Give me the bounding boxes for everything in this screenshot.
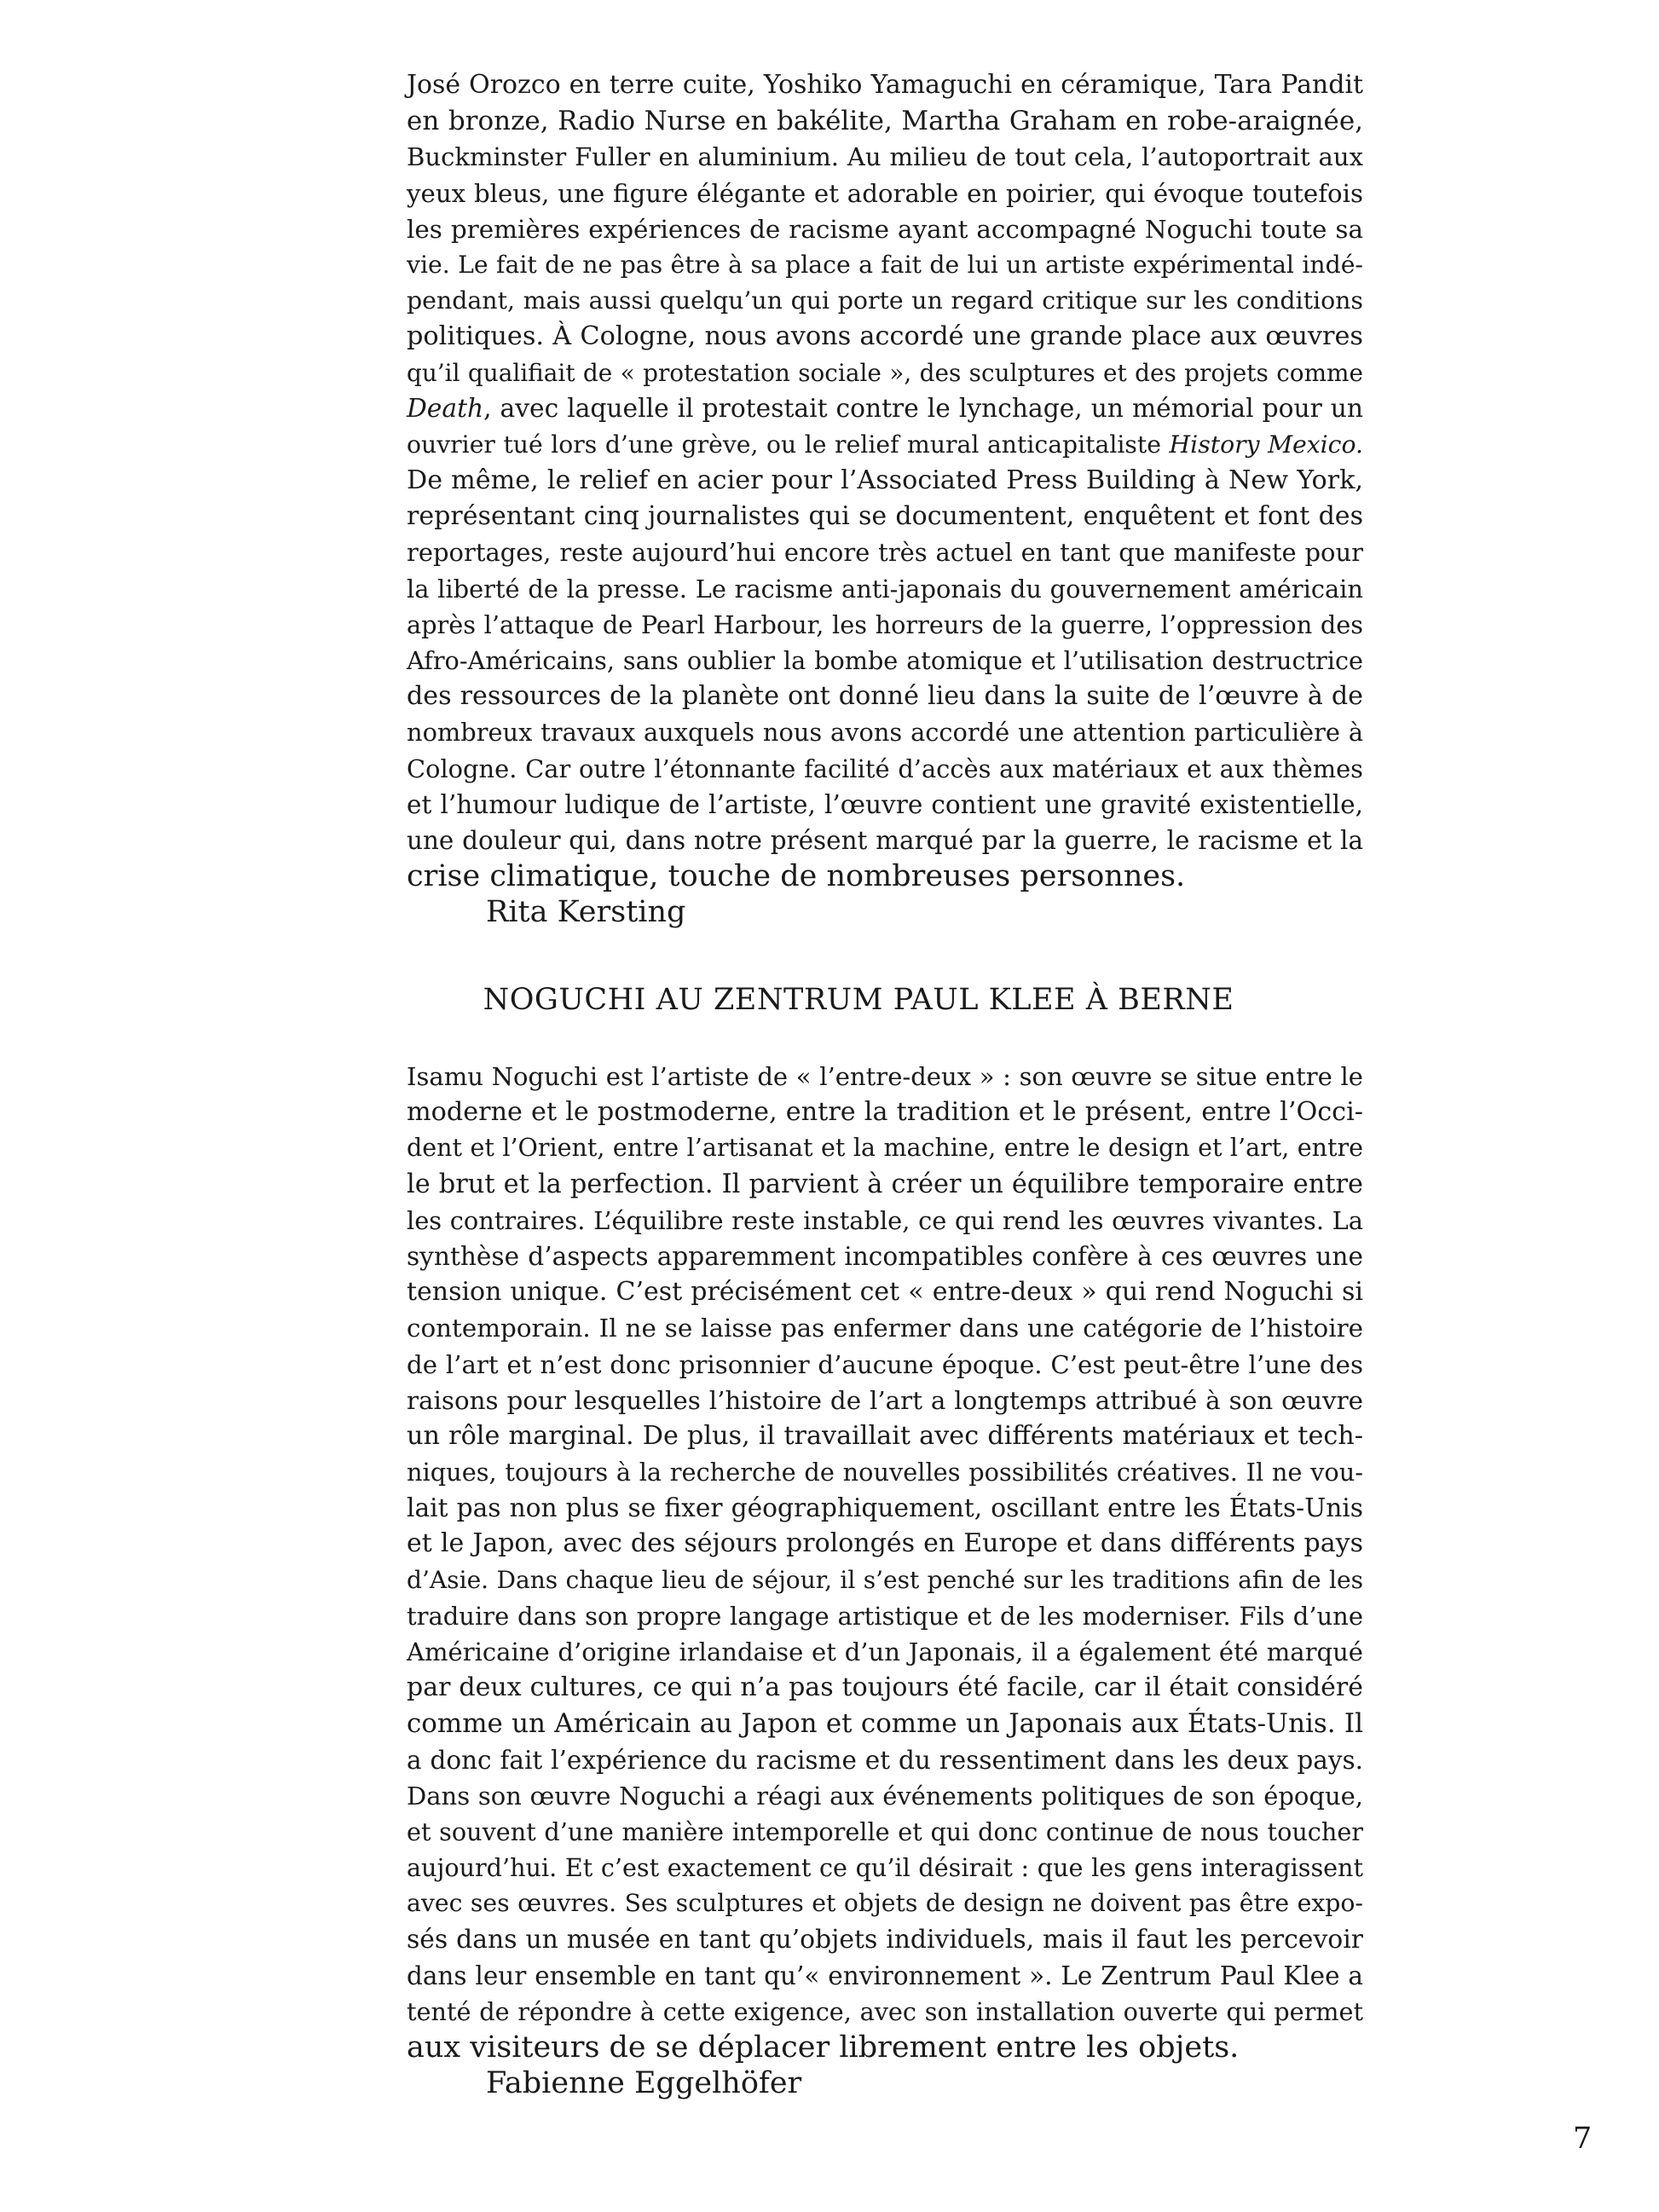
text-line: en bronze, Radio Nurse en bakélite, Martha Graham en robe-araignée,: [407, 106, 1363, 137]
text-line: comme un Américain au Japon et comme un Japonais aux États-Unis. Il: [407, 1708, 1363, 1740]
text-line: niques, toujours à la recherche de nouvelles possibilités créatives. Il ne vou-: [407, 1458, 1363, 1487]
text-line: le brut et la perfection. Il parvient à créer un équilibre temporaire entre: [407, 1169, 1363, 1199]
text-line: Dans son œuvre Noguchi a réagi aux événements politiques de son époque,: [407, 1781, 1363, 1811]
author-signature: Rita Kersting: [486, 895, 686, 930]
text-line: une douleur qui, dans notre présent marqué par la guerre, le racisme et la: [407, 825, 1363, 855]
text-line: contemporain. Il ne se laisse pas enfermer dans une catégorie de l’histoire: [407, 1314, 1363, 1343]
text-line: lait pas non plus se fixer géographiquement, oscillant entre les États-Unis: [407, 1493, 1363, 1523]
text-fragment: , avec laquelle il protestait contre le lynchage, un mémorial pour un: [483, 393, 1363, 424]
text-line: aujourd’hui. Et c’est exactement ce qu’il désirait : que les gens interagissent: [407, 1853, 1363, 1883]
text-line: De même, le relief en acier pour l’Associated Press Building à New York,: [407, 465, 1363, 496]
text-line: synthèse d’aspects apparemment incompatibles confère à ces œuvres une: [407, 1241, 1363, 1271]
italic-title-death: Death: [407, 393, 484, 424]
text-line: la liberté de la presse. Le racisme anti-japonais du gouvernement américain: [407, 574, 1363, 604]
paragraph-last-line: crise climatique, touche de nombreuses personnes.: [407, 859, 1186, 894]
text-line: Afro-Américains, sans oublier la bombe atomique et l’utilisation destructrice: [407, 646, 1363, 675]
paragraph-last-line: aux visiteurs de se déplacer librement entre les objets.: [407, 2030, 1240, 2065]
text-line: Cologne. Car outre l’étonnante facilité d’accès aux matériaux et aux thèmes: [407, 754, 1363, 783]
text-line: dent et l’Orient, entre l’artisanat et la machine, entre le design et l’art, entre: [407, 1134, 1363, 1163]
text-line: tension unique. C’est précisément cet « entre-deux » qui rend Noguchi si: [407, 1277, 1363, 1308]
essay-paragraph: [407, 67, 1363, 391]
text-line: d’Asie. Dans chaque lieu de séjour, il s’est penché sur les traditions afin de les: [407, 1565, 1363, 1594]
author-signature: Fabienne Eggelhöfer: [486, 2066, 802, 2101]
text-line: yeux bleus, une figure élégante et adorable en poirier, qui évoque toutefois: [407, 178, 1363, 208]
text-line: a donc fait l’expérience du racisme et du ressentiment dans les deux pays.: [407, 1745, 1363, 1775]
text-line: par deux cultures, ce qui n’a pas toujours été facile, car il était considéré: [407, 1672, 1363, 1703]
text-line: des ressources de la planète ont donné lieu dans la suite de l’œuvre à de: [407, 681, 1363, 712]
text-line: et le Japon, avec des séjours prolongés en Europe et dans différents pays: [407, 1528, 1363, 1559]
text-line: moderne et le postmoderne, entre la tradition et le présent, entre l’Occi-: [407, 1097, 1363, 1128]
text-line: tenté de répondre à cette exigence, avec son installation ouverte qui permet: [407, 1996, 1363, 2026]
text-line: sés dans un musée en tant qu’objets individuels, mais il faut les percevoir: [407, 1924, 1363, 1955]
text-line: vie. Le fait de ne pas être à sa place a fait de lui un artiste expérimental indé-: [407, 250, 1363, 279]
essay-paragraph: [407, 1059, 1363, 2030]
text-line: [407, 427, 1363, 463]
text-line: nombreux travaux auxquels nous avons accordé une attention particulière à: [407, 718, 1363, 748]
text-line: Isamu Noguchi est l’artiste de « l’entre-deux » : son œuvre se situe entre le: [407, 1062, 1363, 1091]
essay-section-kersting: [407, 67, 1363, 931]
text-line: politiques. À Cologne, nous avons accordé une grande place aux œuvres: [407, 321, 1363, 352]
text-line: qu’il qualifiait de « protestation sociale », des sculptures et des projets comme: [407, 358, 1363, 387]
text-line: [407, 391, 1363, 427]
text-fragment: ouvrier tué lors d’une grève, ou le relief mural anticapitaliste: [407, 430, 1170, 459]
essay-section-eggelhofer: [407, 1059, 1363, 2101]
text-line: avec ses œuvres. Ses sculptures et objets de design ne doivent pas être expo-: [407, 1889, 1363, 1918]
italic-title-history-mexico: History Mexico.: [1169, 430, 1363, 459]
text-line: les contraires. L’équilibre reste instable, ce qui rend les œuvres vivantes. La: [407, 1205, 1363, 1235]
text-line: les premières expériences de racisme ayant accompagné Noguchi toute sa: [407, 214, 1363, 244]
text-line: représentant cinq journalistes qui se documentent, enquêtent et font des: [407, 501, 1363, 532]
text-line: pendant, mais aussi quelqu’un qui porte un regard critique sur les conditions: [407, 286, 1363, 315]
text-line: de l’art et n’est donc prisonnier d’aucune époque. C’est peut-être l’une des: [407, 1349, 1363, 1379]
text-line: dans leur ensemble en tant qu’« environnement ». Le Zentrum Paul Klee a: [407, 1961, 1363, 1990]
page-number: 7: [1573, 2122, 1593, 2156]
text-line: après l’attaque de Pearl Harbour, les horreurs de la guerre, l’oppression des: [407, 609, 1363, 639]
text-line: traduire dans son propre langage artistique et de les moderniser. Fils d’une: [407, 1601, 1363, 1631]
essay-paragraph-continued: [407, 463, 1363, 858]
text-line: et souvent d’une manière intemporelle et qui donc continue de nous toucher: [407, 1816, 1363, 1846]
text-line: Américaine d’origine irlandaise et d’un Japonais, il a également été marqué: [407, 1637, 1363, 1666]
text-line: José Orozco en terre cuite, Yoshiko Yamaguchi en céramique, Tara Pandit: [407, 70, 1363, 100]
text-line: Buckminster Fuller en aluminium. Au milieu de tout cela, l’autoportrait aux: [407, 142, 1363, 172]
text-line: et l’humour ludique de l’artiste, l’œuvre contient une gravité existentielle,: [407, 789, 1363, 819]
text-line: reportages, reste aujourd’hui encore très actuel en tant que manifeste pour: [407, 538, 1363, 568]
text-line: un rôle marginal. De plus, il travaillait avec différents matériaux et tech-: [407, 1420, 1363, 1451]
text-line: raisons pour lesquelles l’histoire de l’art a longtemps attribué à son œuvre: [407, 1385, 1363, 1415]
section-heading: NOGUCHI AU ZENTRUM PAUL KLEE À BERNE: [483, 983, 1234, 1017]
